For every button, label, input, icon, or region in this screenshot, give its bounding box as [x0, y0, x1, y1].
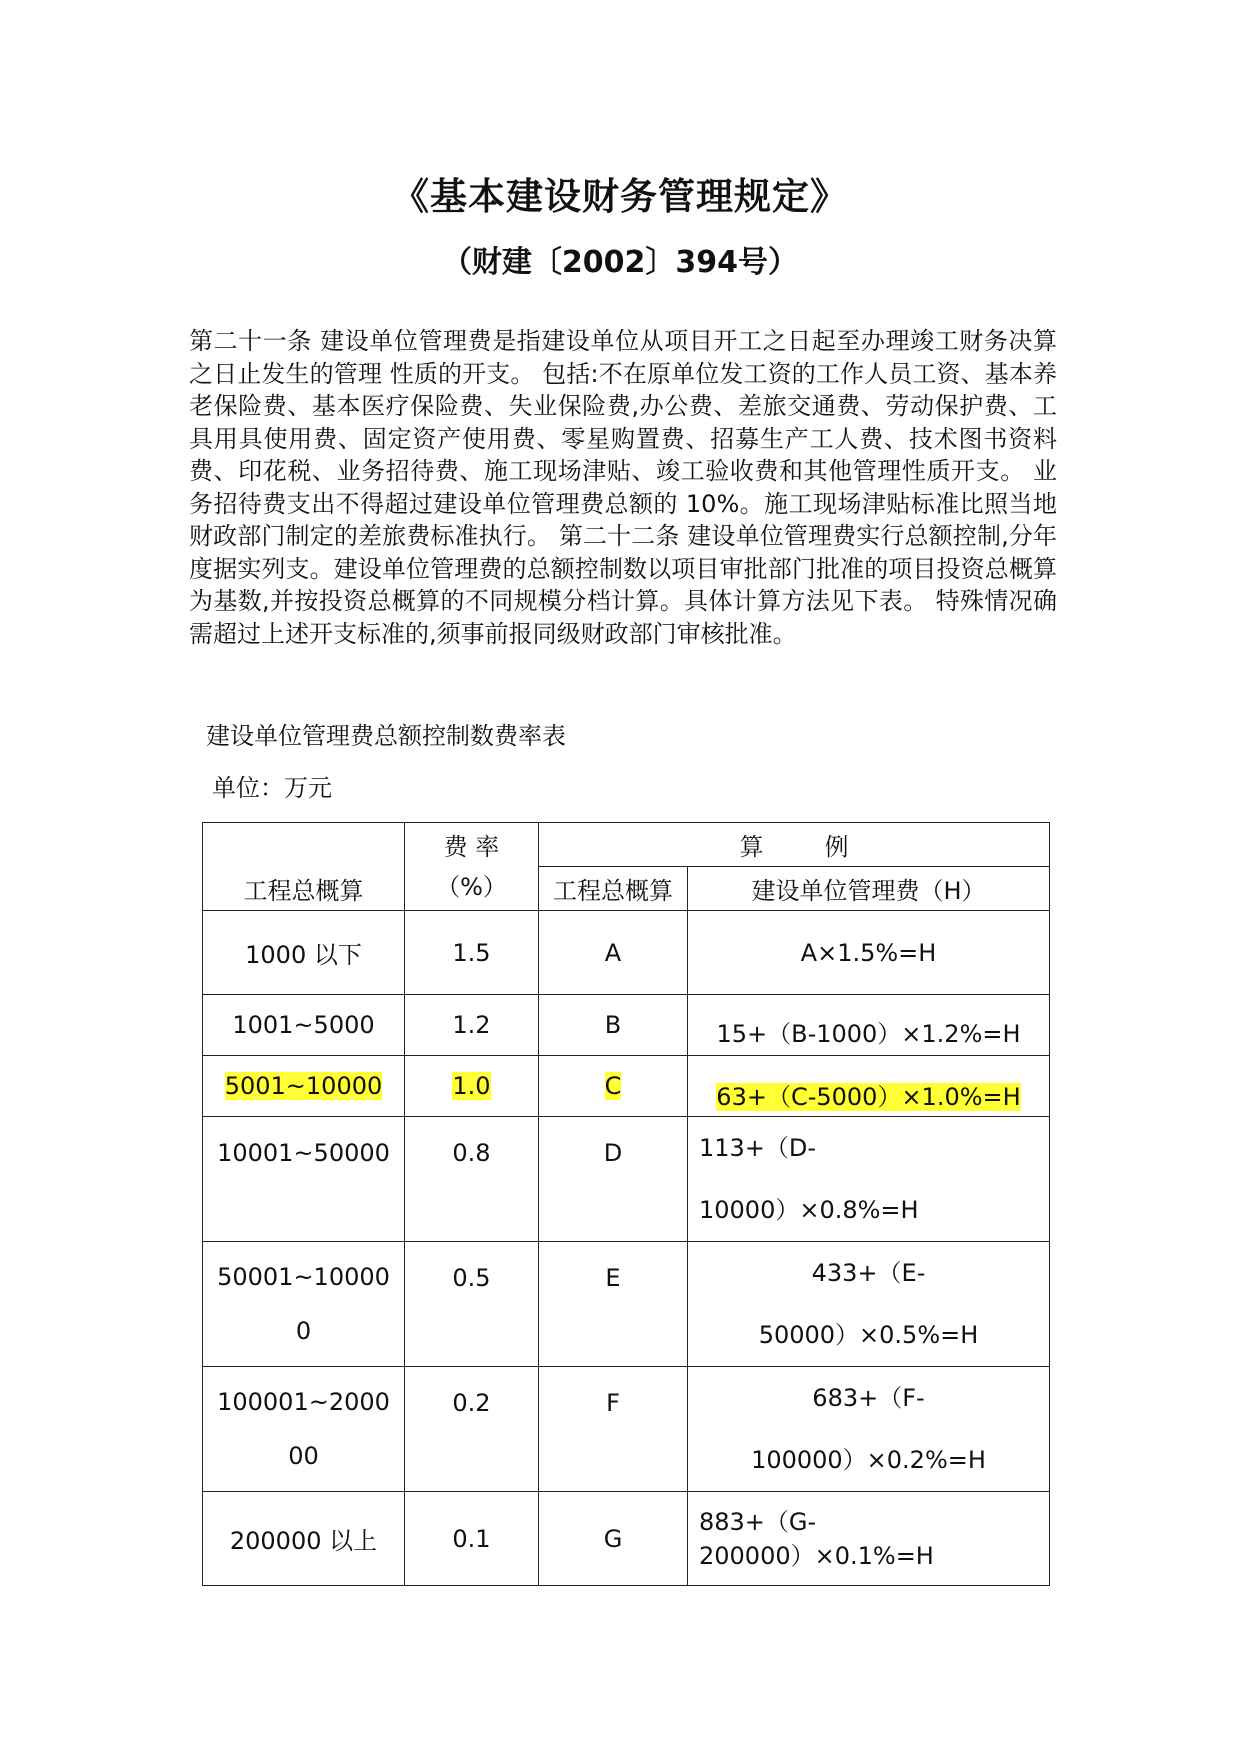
- header-sub-management-fee: 建设单位管理费（H）: [688, 867, 1050, 911]
- header-sub-total-budget: 工程总概算: [539, 867, 688, 911]
- cell-rate: 0.5: [405, 1242, 539, 1367]
- cell-rate: 0.1: [405, 1492, 539, 1586]
- cell-symbol: F: [539, 1367, 688, 1492]
- formula-line1: 113+（D-: [699, 1134, 817, 1162]
- range-line2: 0: [295, 1317, 312, 1345]
- cell-formula: A×1.5%=H: [688, 911, 1050, 995]
- cell-range: [203, 1242, 405, 1367]
- range-line1: 50001~10000: [217, 1263, 390, 1291]
- header-rate-line1: 费 率: [443, 832, 500, 861]
- cell-rate: 1.2: [405, 995, 539, 1056]
- highlighted-formula: 63+（C-5000）×1.0%=H: [716, 1083, 1021, 1111]
- cell-symbol: G: [539, 1492, 688, 1586]
- header-rate-line2: （%）: [436, 872, 507, 901]
- table-caption: 建设单位管理费总额控制数费率表: [206, 722, 566, 750]
- range-line1: 100001~2000: [217, 1388, 390, 1416]
- highlighted-rate: 1.0: [452, 1072, 491, 1100]
- cell-symbol: [539, 1056, 688, 1117]
- cell-range: 200000 以上: [203, 1492, 405, 1586]
- cell-range: [203, 1367, 405, 1492]
- formula-line1: 433+（E-: [811, 1259, 926, 1287]
- header-example: 算 例: [539, 823, 1050, 867]
- formula-line2: 100000）×0.2%=H: [751, 1446, 986, 1474]
- table-header-row: [203, 823, 1050, 867]
- cell-formula: [688, 1242, 1050, 1367]
- fee-rate-table: [202, 822, 1050, 1586]
- cell-symbol: E: [539, 1242, 688, 1367]
- highlighted-range: 5001~10000: [224, 1072, 383, 1100]
- cell-formula: [688, 1492, 1050, 1586]
- cell-rate: 1.5: [405, 911, 539, 995]
- cell-symbol: A: [539, 911, 688, 995]
- body-paragraph: 第二十一条 建设单位管理费是指建设单位从项目开工之日起至办理竣工财务决算之日止发生的管理 性质的开支。 包括:不在原单位发工资的工作人员工资、基本养老保险费、基本医疗保险费、失业保险费,办公费、差旅交通费、劳动保护费、工具用具使用费、固定资产使用费、零星购置费、招募生产工人费、技术图书资料费、印花税、业务招待费、施工现场津贴、竣工验收费和其他管理性质开支。 业务招待费支出不得超过建设单位管理费总额的 10%。施工现场津贴标准比照当地财政部门制定的差旅费标准执行。 第二十二条 建设单位管理费实行总额控制,分年度据实列支。建设单位管理费的总额控制数以项目审批部门批准的项目投资总概算为基数,并按投资总概算的不同规模分档计算。具体计算方法见下表。 特殊情况确需超过上述开支标准的,须事前报同级财政部门审核批准。: [189, 327, 1057, 648]
- cell-formula: [688, 1056, 1050, 1117]
- table-row: [203, 1242, 1050, 1367]
- formula-line2: 200000）×0.1%=H: [699, 1541, 934, 1570]
- table-row: [203, 1117, 1050, 1242]
- table-row: [203, 995, 1050, 1056]
- cell-rate: 0.2: [405, 1367, 539, 1492]
- formula-line2: 50000）×0.5%=H: [758, 1321, 979, 1349]
- cell-symbol: D: [539, 1117, 688, 1242]
- formula-line2: 10000）×0.8%=H: [699, 1196, 919, 1224]
- cell-range: [203, 1056, 405, 1117]
- cell-range: 10001~50000: [203, 1117, 405, 1242]
- header-total-budget: 工程总概算: [203, 823, 405, 911]
- formula-line1: 683+（F-: [812, 1384, 925, 1412]
- cell-rate: 0.8: [405, 1117, 539, 1242]
- cell-formula: 15+（B-1000）×1.2%=H: [688, 995, 1050, 1056]
- document-subtitle: （财建〔2002〕394号）: [441, 245, 799, 280]
- cell-formula: [688, 1367, 1050, 1492]
- highlighted-symbol: C: [604, 1072, 622, 1100]
- table-row: [203, 911, 1050, 995]
- cell-formula: [688, 1117, 1050, 1242]
- range-line2: 00: [288, 1442, 319, 1470]
- table-row: [203, 1492, 1050, 1586]
- cell-symbol: B: [539, 995, 688, 1056]
- cell-range: 1001~5000: [203, 995, 405, 1056]
- cell-range: 1000 以下: [203, 911, 405, 995]
- table-unit: 单位：万元: [212, 774, 332, 802]
- table-row: [203, 1367, 1050, 1492]
- header-rate: [405, 823, 539, 911]
- cell-rate: [405, 1056, 539, 1117]
- table-row-highlighted: [203, 1056, 1050, 1117]
- document-title: 《基本建设财务管理规定》: [392, 175, 848, 218]
- formula-line1: 883+（G-: [699, 1507, 817, 1536]
